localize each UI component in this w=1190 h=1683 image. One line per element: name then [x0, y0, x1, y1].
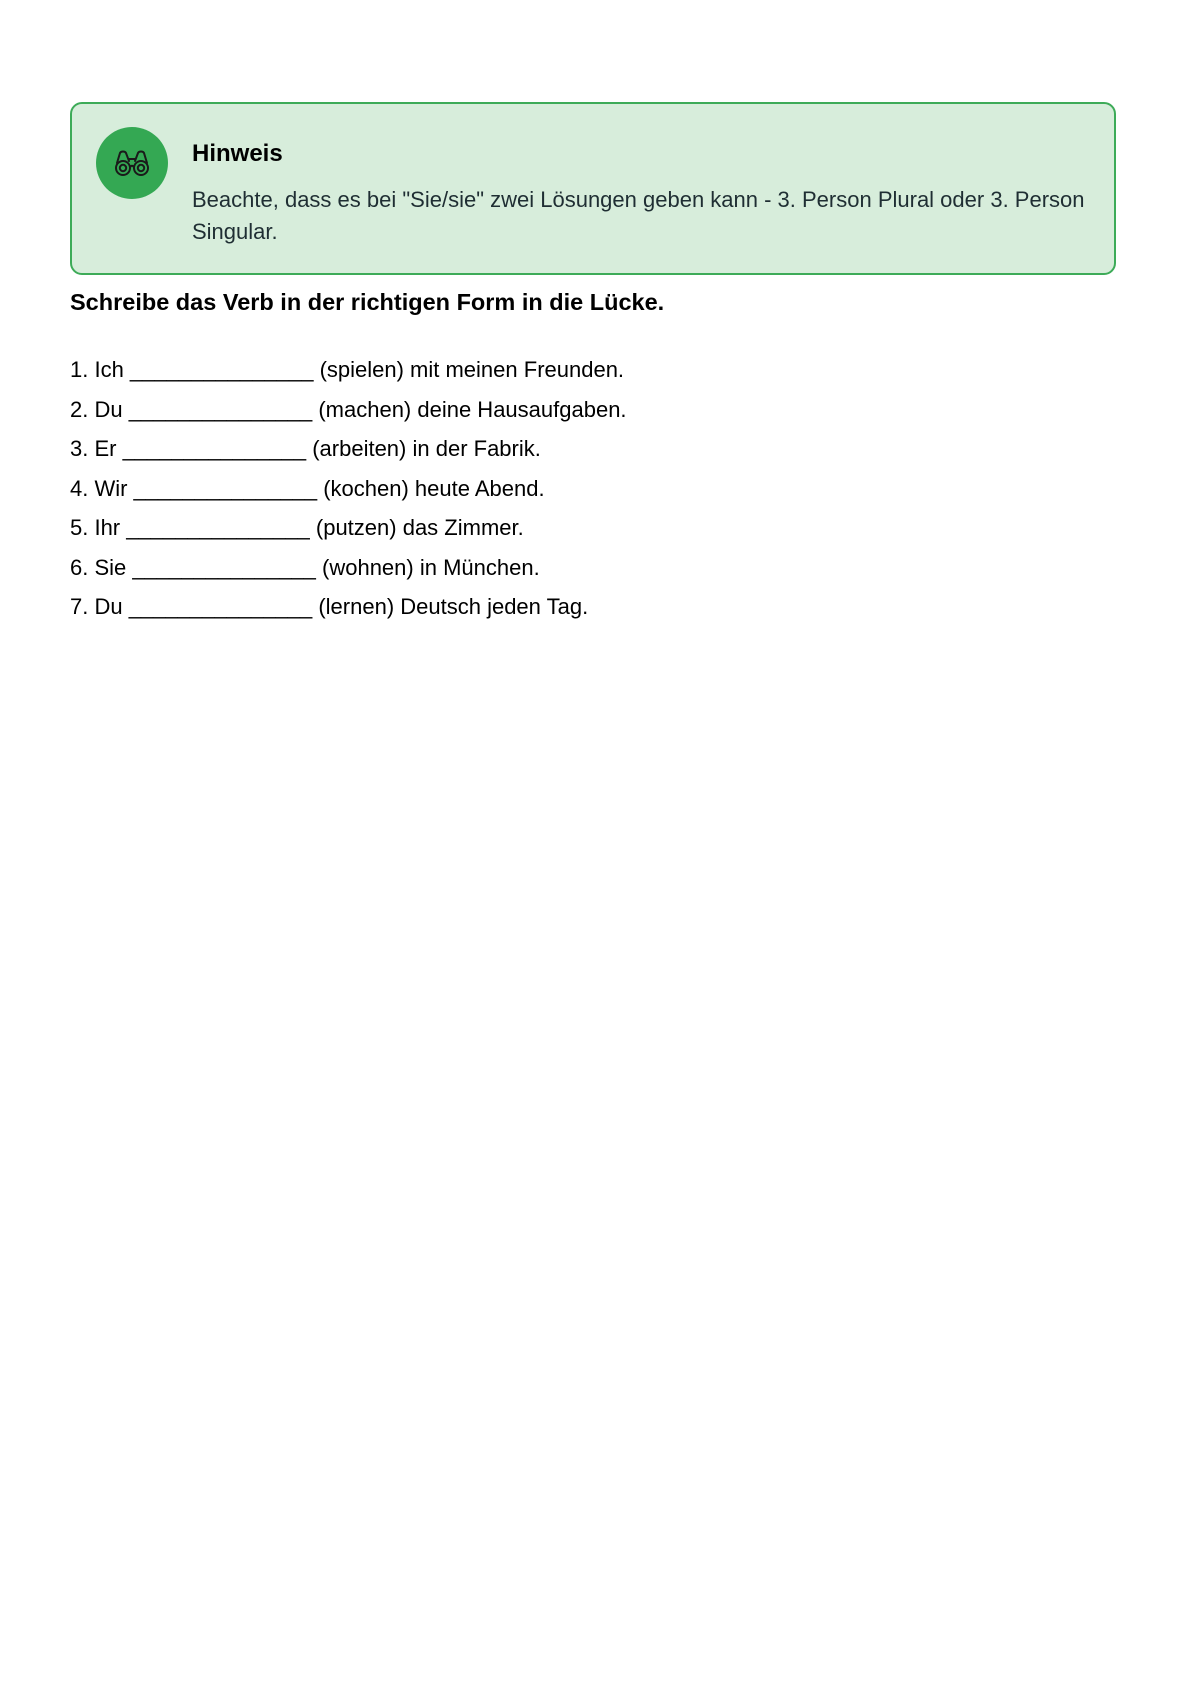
hint-title: Hinweis: [192, 140, 283, 167]
exercise-item: 7. Du _______________ (lernen) Deutsch jeden Tag.: [70, 594, 589, 619]
hint-box: [70, 102, 1116, 275]
exercise-item: 3. Er _______________ (arbeiten) in der Fabrik.: [70, 436, 541, 461]
exercise-instruction: Schreibe das Verb in der richtigen Form in die Lücke.: [70, 289, 665, 315]
exercise-item: 5. Ihr _______________ (putzen) das Zimmer.: [70, 515, 524, 540]
binoculars-icon: [96, 127, 168, 199]
exercise-item: 4. Wir _______________ (kochen) heute Abend.: [70, 475, 545, 501]
exercise-list: [70, 350, 627, 627]
worksheet-page: [70, 102, 1116, 619]
exercise-item: 6. Sie _______________ (wohnen) in München.: [70, 554, 540, 580]
exercise-item: 2. Du _______________ (machen) deine Hausaufgaben.: [70, 396, 627, 422]
hint-text: Beachte, dass es bei "Sie/sie" zwei Lösungen geben kann - 3. Person Plural oder 3. Person Singular.: [192, 187, 1085, 244]
exercise-item: 1. Ich _______________ (spielen) mit meinen Freunden.: [70, 357, 625, 382]
